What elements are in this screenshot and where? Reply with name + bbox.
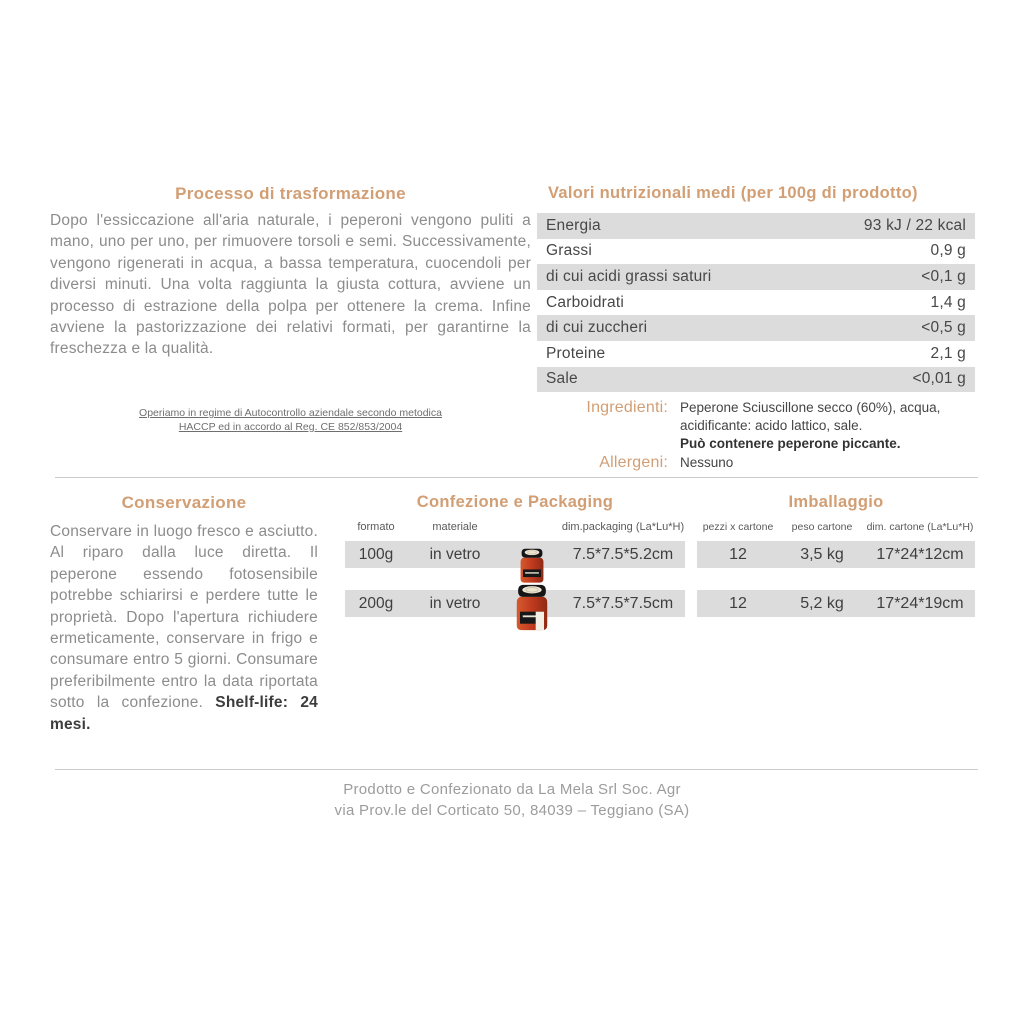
conservation-body-text (50, 521, 318, 735)
pezzi-value: 12 (729, 594, 747, 612)
column-header-dim-packaging: dim.packaging (La*Lu*H) (561, 521, 685, 533)
product-jar-200g-icon (512, 584, 552, 632)
pezzi-value: 12 (729, 545, 747, 563)
ingredients-block (537, 399, 975, 472)
producer-name: Prodotto e Confezionato da La Mela Srl Soc. Agr (343, 781, 681, 798)
table-row (537, 264, 975, 290)
column-header-formato: formato (357, 521, 395, 533)
dim-cartone-value: 17*24*12cm (876, 545, 964, 563)
nutrient-label: Energia (546, 216, 601, 234)
table-row (697, 590, 975, 617)
table-row (537, 341, 975, 367)
table-row (345, 541, 685, 568)
nutrient-value: <0,5 g (921, 319, 966, 337)
column-header-materiale: materiale (432, 521, 478, 533)
producer-footer (0, 779, 1024, 821)
conservation-text: Conservare in luogo fresco e asciutto. Al riparo dalla luce diretta. Il peperone essendo fotosensibile potrebbe schiarirsi e perdere tutte le proprietà. Dopo l'apertura richiudere ermeticamente, conservare in frigo e consumare entro 5 giorni. Consumare preferibilmente entro la data riportata sotto la confezione. (50, 523, 318, 712)
haccp-note-wrap (50, 406, 531, 435)
conservation-section-title: Conservazione (121, 493, 247, 512)
table-row (537, 315, 975, 341)
producer-address: via Prov.le del Corticato 50, 84039 – Teggiano (SA) (334, 802, 690, 819)
column-header-peso: peso cartone (791, 521, 853, 533)
nutrient-label: Carboidrati (546, 293, 625, 311)
formato-value: 100g (358, 545, 394, 563)
section-divider (55, 769, 978, 770)
ingredients-warning: Può contenere peperone piccante. (680, 436, 901, 451)
dim-packaging-value: 7.5*7.5*7.5cm (572, 594, 674, 612)
nutrient-value: 2,1 g (930, 344, 966, 362)
allergens-label: Allergeni: (599, 454, 668, 471)
table-row (697, 541, 975, 568)
formato-value: 200g (358, 594, 394, 612)
nutrient-label: Sale (546, 370, 578, 388)
nutrition-section-title: Valori nutrizionali medi (per 100g di prodotto) (548, 184, 918, 202)
table-row (537, 290, 975, 316)
nutrient-value: <0,1 g (921, 267, 966, 285)
packaging-section-title: Confezione e Packaging (416, 493, 614, 511)
peso-value: 3,5 kg (800, 545, 844, 563)
haccp-note-link[interactable]: Operiamo in regime di Autocontrollo aziendale secondo metodica HACCP ed in accordo al Reg. CE 852/853/2004 (139, 407, 442, 433)
column-header-spacer (503, 521, 561, 533)
peso-value: 5,2 kg (800, 594, 844, 612)
ingredients-line: Peperone Sciuscillone secco (60%), acqua, (680, 400, 941, 415)
nutrient-label: Grassi (546, 242, 592, 260)
nutrient-label: di cui zuccheri (546, 319, 648, 337)
section-divider (55, 477, 978, 478)
table-row (537, 213, 975, 239)
processo-body-text: Dopo l'essiccazione all'aria naturale, i peperoni vengono puliti a mano, uno per uno, per rimuovere torsoli e semi. Successivamente, vengono rigenerati in acqua, a bassa temperatura, cuocendoli per diversi minuti. Una volta raggiunta la giusta cottura, avviene un processo di estrazione della polpa per ottenere la crema. Infine avviene la pastorizzazione dei relativi formati, per garantirne la freschezza e la qualità. (50, 212, 531, 358)
dim-cartone-value: 17*24*19cm (876, 594, 964, 612)
column-header-dim-cartone: dim. cartone (La*Lu*H) (866, 521, 974, 533)
allergens-value: Nessuno (680, 455, 734, 470)
processo-section-title: Processo di trasformazione (175, 184, 406, 203)
table-row (537, 239, 975, 265)
carton-table-headers (697, 521, 975, 533)
nutrient-value: <0,01 g (912, 370, 966, 388)
nutrient-value: 0,9 g (930, 242, 966, 260)
nutrient-value: 1,4 g (930, 293, 966, 311)
ingredients-value (680, 399, 940, 453)
nutrition-table (537, 213, 975, 392)
ingredients-label: Ingredienti: (586, 399, 668, 416)
nutrient-value: 93 kJ / 22 kcal (863, 216, 966, 234)
ingredients-row (537, 399, 975, 453)
ingredients-line: acidificante: acido lattico, sale. (680, 418, 863, 433)
materiale-value: in vetro (429, 545, 481, 563)
shelf-life-text: Shelf-life: 24 mesi. (50, 694, 318, 733)
allergens-row (537, 454, 975, 472)
product-jar-100g-icon (514, 548, 551, 584)
dim-packaging-value: 7.5*7.5*5.2cm (572, 545, 674, 563)
nutrient-label: Proteine (546, 344, 606, 362)
carton-section-title: Imballaggio (788, 493, 884, 511)
nutrient-label: di cui acidi grassi saturi (546, 267, 712, 285)
table-row (537, 367, 975, 393)
column-header-pezzi: pezzi x cartone (702, 521, 774, 533)
materiale-value: in vetro (429, 594, 481, 612)
table-row (345, 590, 685, 617)
packaging-table-headers (345, 521, 685, 533)
